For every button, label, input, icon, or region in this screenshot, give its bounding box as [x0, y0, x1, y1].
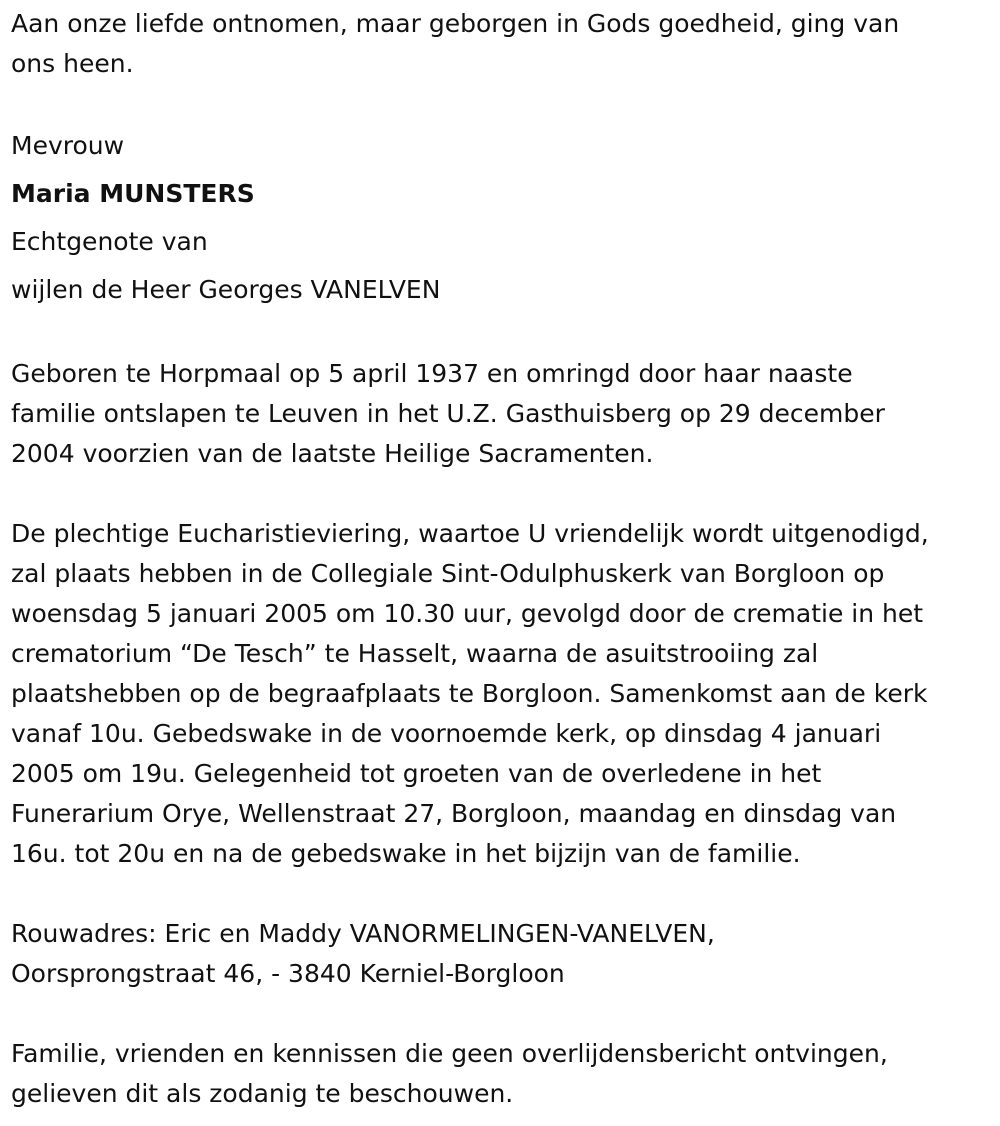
paragraph-spacer — [11, 314, 996, 354]
relation-line: wijlen de Heer Georges VANELVEN — [11, 275, 441, 304]
paragraph-spacer — [11, 84, 996, 122]
mourning-address-line: Rouwadres: Eric en Maddy VANORMELINGEN-VANELVEN, — [11, 919, 715, 948]
paragraph-spacer — [11, 994, 996, 1034]
birth-death-line: 2004 voorzien van de laatste Heilige Sacramenten. — [11, 439, 654, 468]
salutation: Mevrouw — [11, 131, 125, 160]
intro-line: Aan onze liefde ontnomen, maar geborgen in Gods goedheid, ging van — [11, 9, 900, 38]
closing-paragraph — [11, 1034, 996, 1114]
closing-line: gelieven dit als zodanig te beschouwen. — [11, 1079, 514, 1108]
paragraph-spacer — [11, 874, 996, 914]
ceremony-line: woensdag 5 januari 2005 om 10.30 uur, gevolgd door de crematie in het — [11, 599, 924, 628]
birth-death-paragraph — [11, 354, 996, 474]
relation-line: Echtgenote van — [11, 227, 208, 256]
ceremony-line: Funerarium Orye, Wellenstraat 27, Borgloon, maandag en dinsdag van — [11, 799, 897, 828]
birth-death-line: Geboren te Horpmaal op 5 april 1937 en omringd door haar naaste — [11, 359, 853, 388]
birth-death-line: familie ontslapen te Leuven in het U.Z. Gasthuisberg op 29 december — [11, 399, 885, 428]
ceremony-line: zal plaats hebben in de Collegiale Sint-Odulphuskerk van Borgloon op — [11, 559, 885, 588]
ceremony-line: crematorium “De Tesch” te Hasselt, waarna de asuitstrooiing zal — [11, 639, 819, 668]
mourning-address-paragraph — [11, 914, 996, 994]
obituary-notice — [11, 4, 996, 1114]
intro-line: ons heen. — [11, 49, 134, 78]
closing-line: Familie, vrienden en kennissen die geen overlijdensbericht ontvingen, — [11, 1039, 888, 1068]
ceremony-line: De plechtige Eucharistieviering, waartoe U vriendelijk wordt uitgenodigd, — [11, 519, 929, 548]
paragraph-spacer — [11, 474, 996, 514]
ceremony-line: vanaf 10u. Gebedswake in de voornoemde kerk, op dinsdag 4 januari — [11, 719, 882, 748]
ceremony-line: 16u. tot 20u en na de gebedswake in het bijzijn van de familie. — [11, 839, 801, 868]
ceremony-line: 2005 om 19u. Gelegenheid tot groeten van de overledene in het — [11, 759, 822, 788]
mourning-address-line: Oorsprongstraat 46, - 3840 Kerniel-Borgloon — [11, 959, 565, 988]
ceremony-line: plaatshebben op de begraafplaats te Borgloon. Samenkomst aan de kerk — [11, 679, 928, 708]
person-block — [11, 122, 996, 314]
deceased-name: Maria MUNSTERS — [11, 179, 255, 208]
intro-paragraph — [11, 4, 996, 84]
ceremony-paragraph — [11, 514, 996, 874]
